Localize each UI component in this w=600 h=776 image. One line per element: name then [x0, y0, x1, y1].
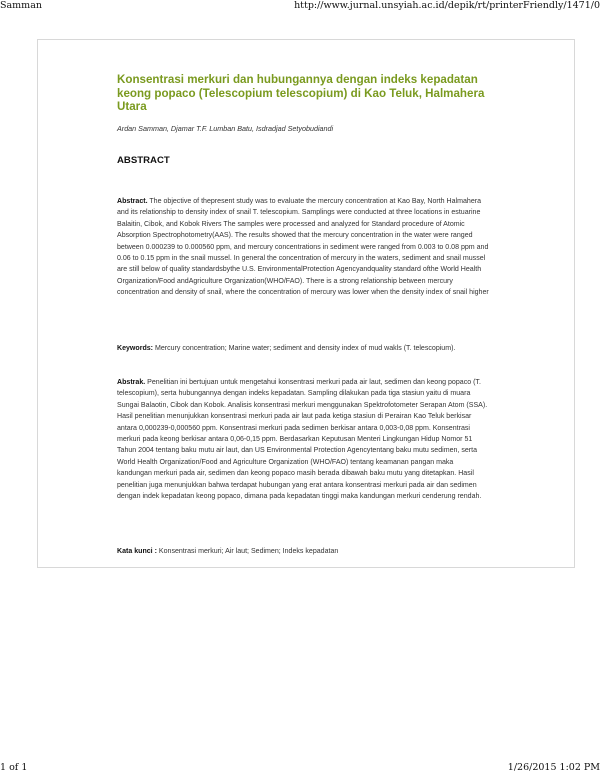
- abstract-english: [117, 196, 489, 299]
- article-title: Konsentrasi merkuri dan hubungannya dengan indeks kepadatan keong popaco (Telescopium telescopium) di Kao Teluk, Halmahera Utara: [117, 73, 485, 114]
- print-header-url: http://www.jurnal.unsyiah.ac.id/depik/rt/printerFriendly/1471/0: [294, 0, 600, 11]
- article-authors: Ardan Samman, Djamar T.F. Lumban Batu, Isdradjad Setyobudiandi: [117, 124, 334, 133]
- abstract-indonesian: [117, 377, 489, 502]
- keywords: [117, 343, 489, 354]
- keywords-label: Keywords:: [117, 345, 154, 352]
- abstract-english-text: The objective of thepresent study was to evaluate the mercury concentration at Kao Bay, North Halmahera and its relationship to density index of snail T. telescopium. Samplings were conducted at three locations in estuarine Balaitin, Cibok, and Kobok Rivers The samples were processed and analyzed for Standard procedure of Atomic Absorption Spectrophotometry(AAS). The results showed that the mercury concentration in the water were ranged between 0.000239 to 0.000560 ppm, and mercury concentrations in sediment were ranged from 0.003 to 0.08 ppm and 0.06 to 0.15 ppm in the snail mussel. In general the concentration of mercury in the waters, sediment and snail mussel are still below of quality standardsbythe U.S. EnvironmentalProtection Agencyandquality standard ofthe World Health Organization/Food andAgriculture Organization(WHO/FAO). There is a strong relationship between mercury concentration and density of snail, where the concentration of mercury was lower when the density index of snail higher: [117, 198, 489, 297]
- abstract-indonesian-text: Penelitian ini bertujuan untuk mengetahui konsentrasi merkuri pada air laut, sedimen dan keong popaco (T. telescopium), serta hubungannya dengan indeks kepadatan. Sampling dilakukan pada tiga stasiun yaitu di muara Sungai Balaotin, Cibok dan Kobok. Analisis konsentrasi merkuri menggunakan Spektrofotometer Serapan Atom (SSA). Hasil penelitian menunjukkan konsentrasi merkuri pada air laut pada ketiga stasiun di Perairan Kao Teluk berkisar antara 0,000239-0,000560 ppm. Konsentrasi merkuri pada sedimen berkisar antara 0,003-0,08 ppm. Konsentrasi merkuri pada keong berkisar antara 0,06-0,15 ppm. Berdasarkan Keputusan Menteri Lingkungan Hidup Nomor 51 Tahun 2004 tentang baku mutu air laut, dan US Environmental Protection Agencytentang baku mutu sedimen, serta World Health Organization/Food and Agriculture Organization (WHO/FAO) tentang keamanan pangan maka kandungan merkuri pada air, sedimen dan keong popaco masih berada dibawah baku mutu yang ditetapkan. Hasil penelitian juga menunjukkan bahwa terdapat hubungan yang erat antara konsentrasi merkuri pada air dan sedimen dengan indek kepadatan keong popaco, dimana pada kepadatan tinggi maka kandungan merkuri cenderung rendah.: [117, 379, 488, 501]
- abstract-heading: ABSTRACT: [117, 155, 170, 166]
- print-footer-timestamp: 1/26/2015 1:02 PM: [507, 762, 600, 773]
- kata-kunci-text: Konsentrasi merkuri; Air laut; Sedimen; Indeks kepadatan: [156, 548, 339, 555]
- kata-kunci: [117, 546, 489, 557]
- kata-kunci-label: Kata kunci :: [117, 548, 157, 555]
- abstract-indonesian-label: Abstrak.: [117, 379, 146, 386]
- keywords-text: Mercury concentration; Marine water; sediment and density index of mud wakls (T. telescopium).: [153, 345, 456, 352]
- abstract-english-label: Abstract.: [117, 198, 148, 205]
- print-header-title: Samman: [0, 0, 42, 11]
- print-footer-page-count: 1 of 1: [0, 762, 28, 773]
